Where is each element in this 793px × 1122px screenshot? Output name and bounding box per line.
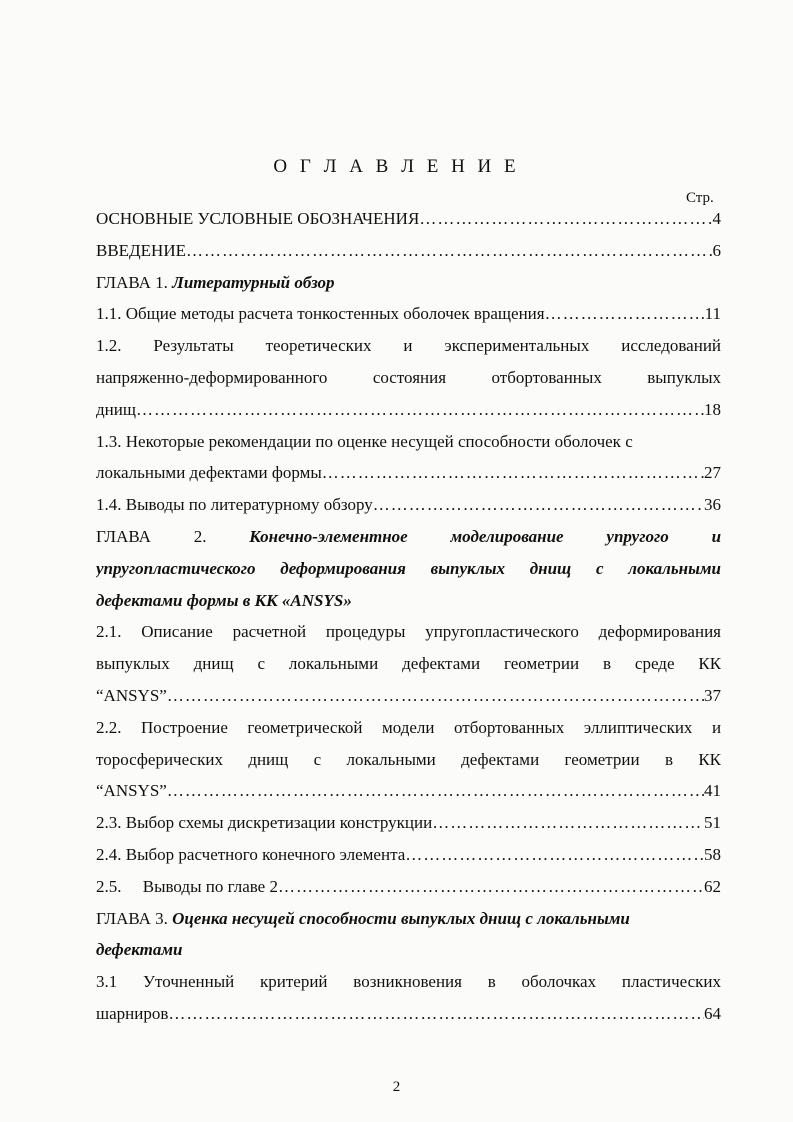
toc-page-number: 64 [704, 1003, 721, 1023]
toc-page-number: 6 [712, 240, 721, 260]
toc-page-number: 62 [704, 876, 721, 896]
toc-entry-line: 1.3. Некоторые рекомендации по оценке несущей способности оболочек с [96, 431, 633, 451]
toc-entry-line: “ANSYS” ………………………………………………………………………………………………………………………………………………………… 41 [96, 775, 721, 807]
toc-entry-text: 2.3. Выбор схемы дискретизации конструкции [96, 813, 433, 833]
chapter-title: Литературный обзор [172, 272, 335, 292]
toc-entry-notation[interactable] [96, 203, 721, 235]
chapter-line: упругопластического деформирования выпуклых днищ с локальными [96, 558, 721, 578]
toc-entry-line: напряженно-деформированного состояния отбортованных выпуклых [96, 367, 721, 387]
toc-page-number: 36 [704, 495, 721, 515]
toc-entry-text: 2.5. Выводы по главе 2 [96, 876, 278, 896]
toc-page-number: 27 [704, 463, 721, 483]
toc-entry-1-3[interactable] [96, 426, 721, 490]
toc-entry-text: 1.1. Общие методы расчета тонкостенных оболочек вращения [96, 304, 545, 324]
toc-page-number: 41 [704, 781, 721, 801]
toc-page-number: 58 [704, 844, 721, 864]
chapter-line [96, 903, 721, 935]
toc-entry-intro[interactable] [96, 235, 721, 267]
toc-entry-text: 2.4. Выбор расчетного конечного элемента [96, 844, 406, 864]
page-number: 2 [392, 1079, 401, 1095]
toc-entry-line: 1.2. Результаты теоретических и экспериментальных исследований [96, 336, 721, 356]
toc-entry-1-2[interactable] [96, 330, 721, 425]
toc-page-number: 37 [704, 685, 721, 705]
page-column-label: Стр. [686, 190, 714, 206]
toc-entry-line: 3.1 Уточненный критерий возникновения в оболочках пластических [96, 972, 721, 992]
chapter-prefix: ГЛАВА 1. [96, 272, 173, 292]
toc-entry-3-1[interactable] [96, 966, 721, 1030]
toc-entry-line: локальными дефектами формы ………………………………………………………………………………………………………………………………………………………… 27 [96, 457, 721, 489]
toc-chapter-3[interactable] [96, 903, 721, 967]
chapter-prefix: ГЛАВА 3. [96, 908, 173, 928]
toc-entry-2-2[interactable] [96, 712, 721, 807]
toc-entry-2-5[interactable] [96, 871, 721, 903]
toc-entry-line: торосферических днищ с локальными дефектами геометрии в КК [96, 749, 721, 769]
chapter-title: Оценка несущей способности выпуклых днищ с локальными [172, 908, 630, 928]
toc-entry-line: “ANSYS” ………………………………………………………………………………………………………………………………………………………… 37 [96, 680, 721, 712]
toc-entry-line: шарниров ………………………………………………………………………………………………………………………………………………………… 64 [96, 998, 721, 1030]
toc-page-number: 4 [712, 209, 721, 228]
chapter-line: ГЛАВА 2. Конечно-элементное моделирование упругого и [96, 526, 721, 546]
chapter-line: дефектами формы в КК «ANSYS» [96, 590, 352, 610]
toc-page-number: 51 [704, 813, 721, 833]
toc-entry-2-4[interactable] [96, 839, 721, 871]
toc-entry-text: ОСНОВНЫЕ УСЛОВНЫЕ ОБОЗНАЧЕНИЯ [96, 209, 420, 228]
toc-entry-line: 2.2. Построение геометрической модели отбортованных эллиптических и [96, 717, 721, 737]
toc-entry-text: ВВЕДЕНИЕ [96, 240, 186, 260]
toc-entry-1-1[interactable] [96, 298, 721, 330]
toc-entry-text: 1.4. Выводы по литературному обзору [96, 495, 373, 515]
toc-entry-2-3[interactable] [96, 807, 721, 839]
toc-entry-2-1[interactable] [96, 616, 721, 711]
page-title: О Г Л А В Л Е Н И Е [273, 156, 520, 177]
toc-page-number: 11 [704, 304, 721, 324]
toc-entry-1-4[interactable] [96, 489, 721, 521]
chapter-line: дефектами [96, 940, 183, 960]
toc-page-number: 18 [704, 399, 721, 419]
toc-entry-line: 2.1. Описание расчетной процедуры упругопластического деформирования [96, 622, 721, 642]
toc-entry-line: выпуклых днищ с локальными дефектами геометрии в среде КК [96, 654, 721, 674]
toc-entry-line: днищ ………………………………………………………………………………………………………………………………………………………… 18 [96, 394, 721, 426]
table-of-contents [96, 203, 721, 1030]
toc-chapter-2[interactable] [96, 521, 721, 616]
toc-chapter-1[interactable] [96, 267, 721, 299]
